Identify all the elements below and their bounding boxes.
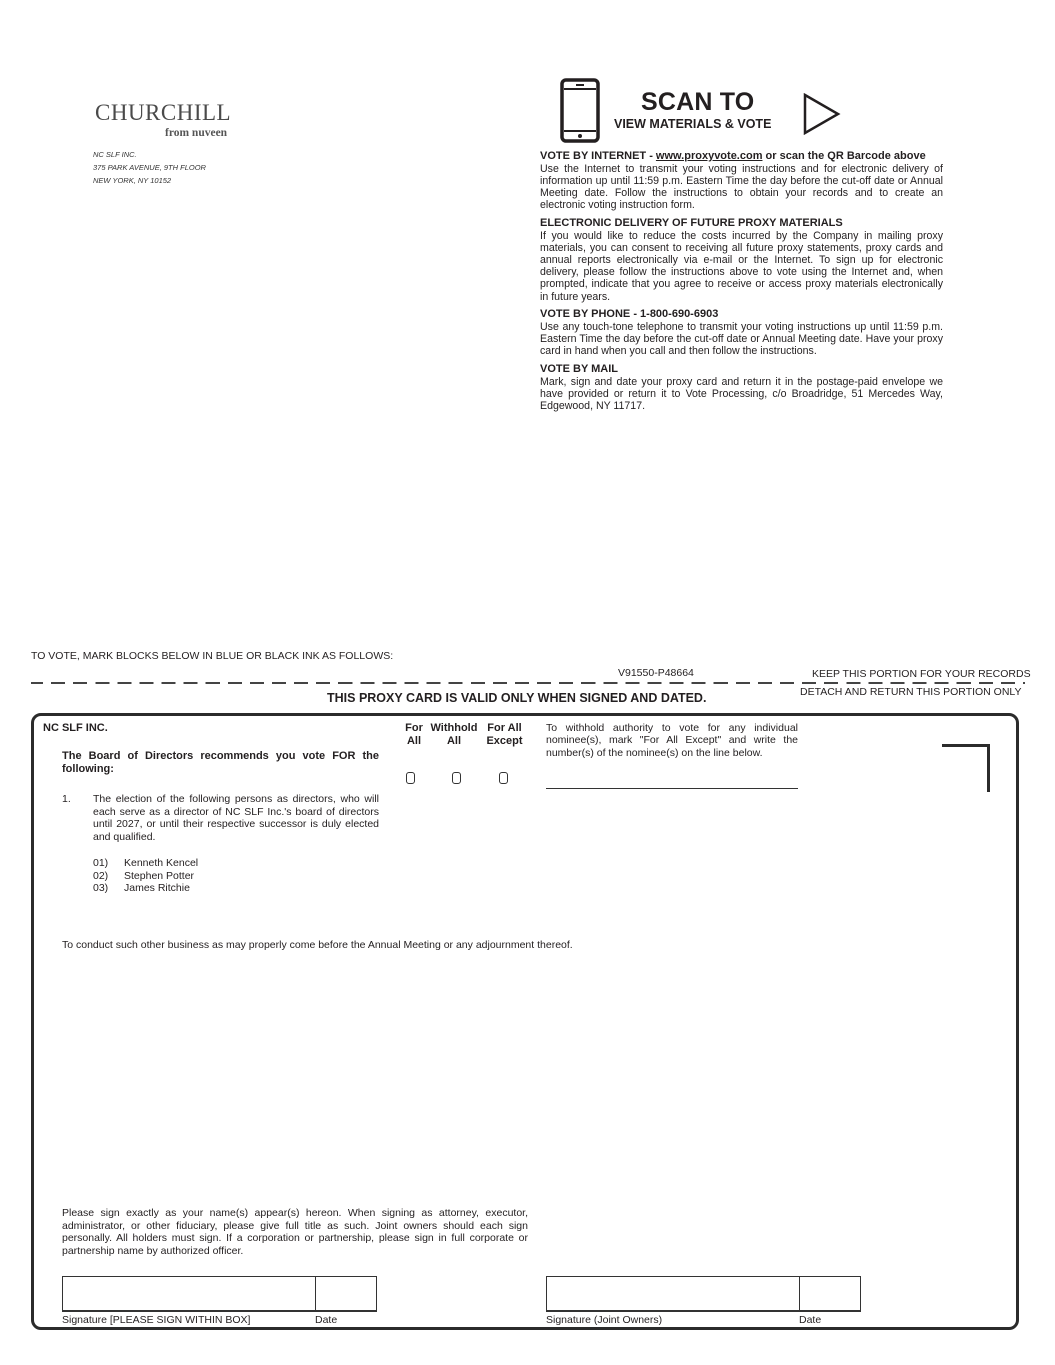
- play-arrow-icon: [803, 93, 841, 135]
- joint-signature-label: Signature (Joint Owners): [546, 1314, 663, 1326]
- except-nominee-number-line[interactable]: [546, 788, 798, 789]
- withhold-all-checkbox[interactable]: [452, 772, 461, 784]
- date-box[interactable]: [315, 1276, 377, 1312]
- detach-portion-label: DETACH AND RETURN THIS PORTION ONLY: [800, 686, 1022, 698]
- withhold-instructions: To withhold authority to vote for any individual nominee(s), mark "For All Except" and write the number(s) of the nominee(s) on the line below.: [546, 722, 798, 759]
- electronic-delivery-heading: ELECTRONIC DELIVERY OF FUTURE PROXY MATERIALS: [540, 217, 843, 229]
- company-logo-subtitle: from nuveen: [165, 127, 228, 139]
- valid-notice: THIS PROXY CARD IS VALID ONLY WHEN SIGNED AND DATED.: [327, 691, 707, 705]
- address-line-1: NC SLF INC.: [93, 150, 137, 159]
- address-line-3: NEW YORK, NY 10152: [93, 176, 172, 185]
- vote-by-internet-text: Use the Internet to transmit your voting instructions and for electronic delivery of information up until 11:59 p.m. Eastern Time the day before the cut-off date or Annual Meeting date. Follow the instructions to obtain your records and to create an electronic voting instruction form.: [540, 162, 943, 212]
- card-company-name: NC SLF INC.: [43, 722, 108, 734]
- keep-portion-label: KEEP THIS PORTION FOR YOUR RECORDS: [812, 668, 1031, 680]
- electronic-delivery-text: If you would like to reduce the costs incurred by the Company in mailing proxy materials, you can consent to receiving all future proxy statements, proxy cards and annual reports electronically via e-mail or the Internet. To sign up for electronic delivery, please follow the instructions above to vote using the Internet and, when prompted, indicate that you agree to receive or access proxy materials electronically in future years.: [540, 229, 943, 303]
- vote-by-internet-section: [540, 150, 943, 211]
- electronic-delivery-section: [540, 217, 943, 303]
- company-logo: CHURCHILL: [95, 100, 232, 125]
- scan-title: SCAN TO: [641, 88, 755, 116]
- other-business-text: To conduct such other business as may properly come before the Annual Meeting or any adjournment thereof.: [62, 939, 573, 951]
- vote-by-phone-section: [540, 308, 943, 357]
- board-recommendation: The Board of Directors recommends you vote FOR the following:: [62, 750, 379, 775]
- signature-label: Signature [PLEASE SIGN WITHIN BOX]: [62, 1314, 251, 1326]
- vote-by-phone-text: Use any touch-tone telephone to transmit your voting instructions up until 11:59 p.m. Eastern Time the day before the cut-off date or Annual Meeting date. Have your proxy card in hand when you call and then follow the instructions.: [540, 320, 943, 357]
- date-label: Date: [315, 1314, 338, 1326]
- for-all-except-checkbox[interactable]: [499, 772, 508, 784]
- detach-dashed-line: [31, 682, 1025, 684]
- scan-subtitle: VIEW MATERIALS & VOTE: [614, 117, 772, 131]
- joint-date-label: Date: [799, 1314, 822, 1326]
- vote-by-internet-heading: VOTE BY INTERNET - www.proxyvote.com or scan the QR Barcode above: [540, 150, 926, 162]
- column-header-for-all: For All: [405, 722, 423, 747]
- vote-by-phone-heading: VOTE BY PHONE - 1-800-690-6903: [540, 308, 719, 320]
- address-line-2: 375 PARK AVENUE, 9TH FLOOR: [93, 163, 206, 172]
- signature-box[interactable]: [62, 1276, 316, 1312]
- vote-by-mail-heading: VOTE BY MAIL: [540, 363, 619, 375]
- to-vote-instruction: TO VOTE, MARK BLOCKS BELOW IN BLUE OR BLACK INK AS FOLLOWS:: [31, 650, 394, 662]
- mobile-phone-icon: [560, 78, 600, 143]
- corner-registration-mark: [942, 744, 990, 792]
- joint-date-box[interactable]: [799, 1276, 861, 1312]
- joint-signature-box[interactable]: [546, 1276, 800, 1312]
- signing-instructions: Please sign exactly as your name(s) appear(s) hereon. When signing as attorney, executor, administrator, or other fiduciary, please give full title as such. Joint owners should each sign personally. All holders must sign. If a corporation or partnership, please sign in full corporate or partnership name by authorized officer.: [62, 1207, 528, 1257]
- vote-by-mail-section: [540, 363, 943, 412]
- column-header-for-all-except: For All Except: [486, 722, 523, 747]
- proposal-number: 1.: [62, 793, 71, 805]
- for-all-checkbox[interactable]: [406, 772, 415, 784]
- proxyvote-link[interactable]: www.proxyvote.com: [655, 150, 763, 162]
- control-code: V91550-P48664: [615, 667, 697, 679]
- column-header-withhold-all: Withhold All: [430, 722, 478, 747]
- proposal-text: The election of the following persons as directors, who will each serve as a director of NC SLF Inc.'s board of directors until 2027, or until their respective successor is duly elected and qualified.: [93, 793, 379, 843]
- vote-by-mail-text: Mark, sign and date your proxy card and return it in the postage-paid envelope we have provided or return it to Vote Processing, c/o Broadridge, 51 Mercedes Way, Edgewood, NY 11717.: [540, 375, 943, 412]
